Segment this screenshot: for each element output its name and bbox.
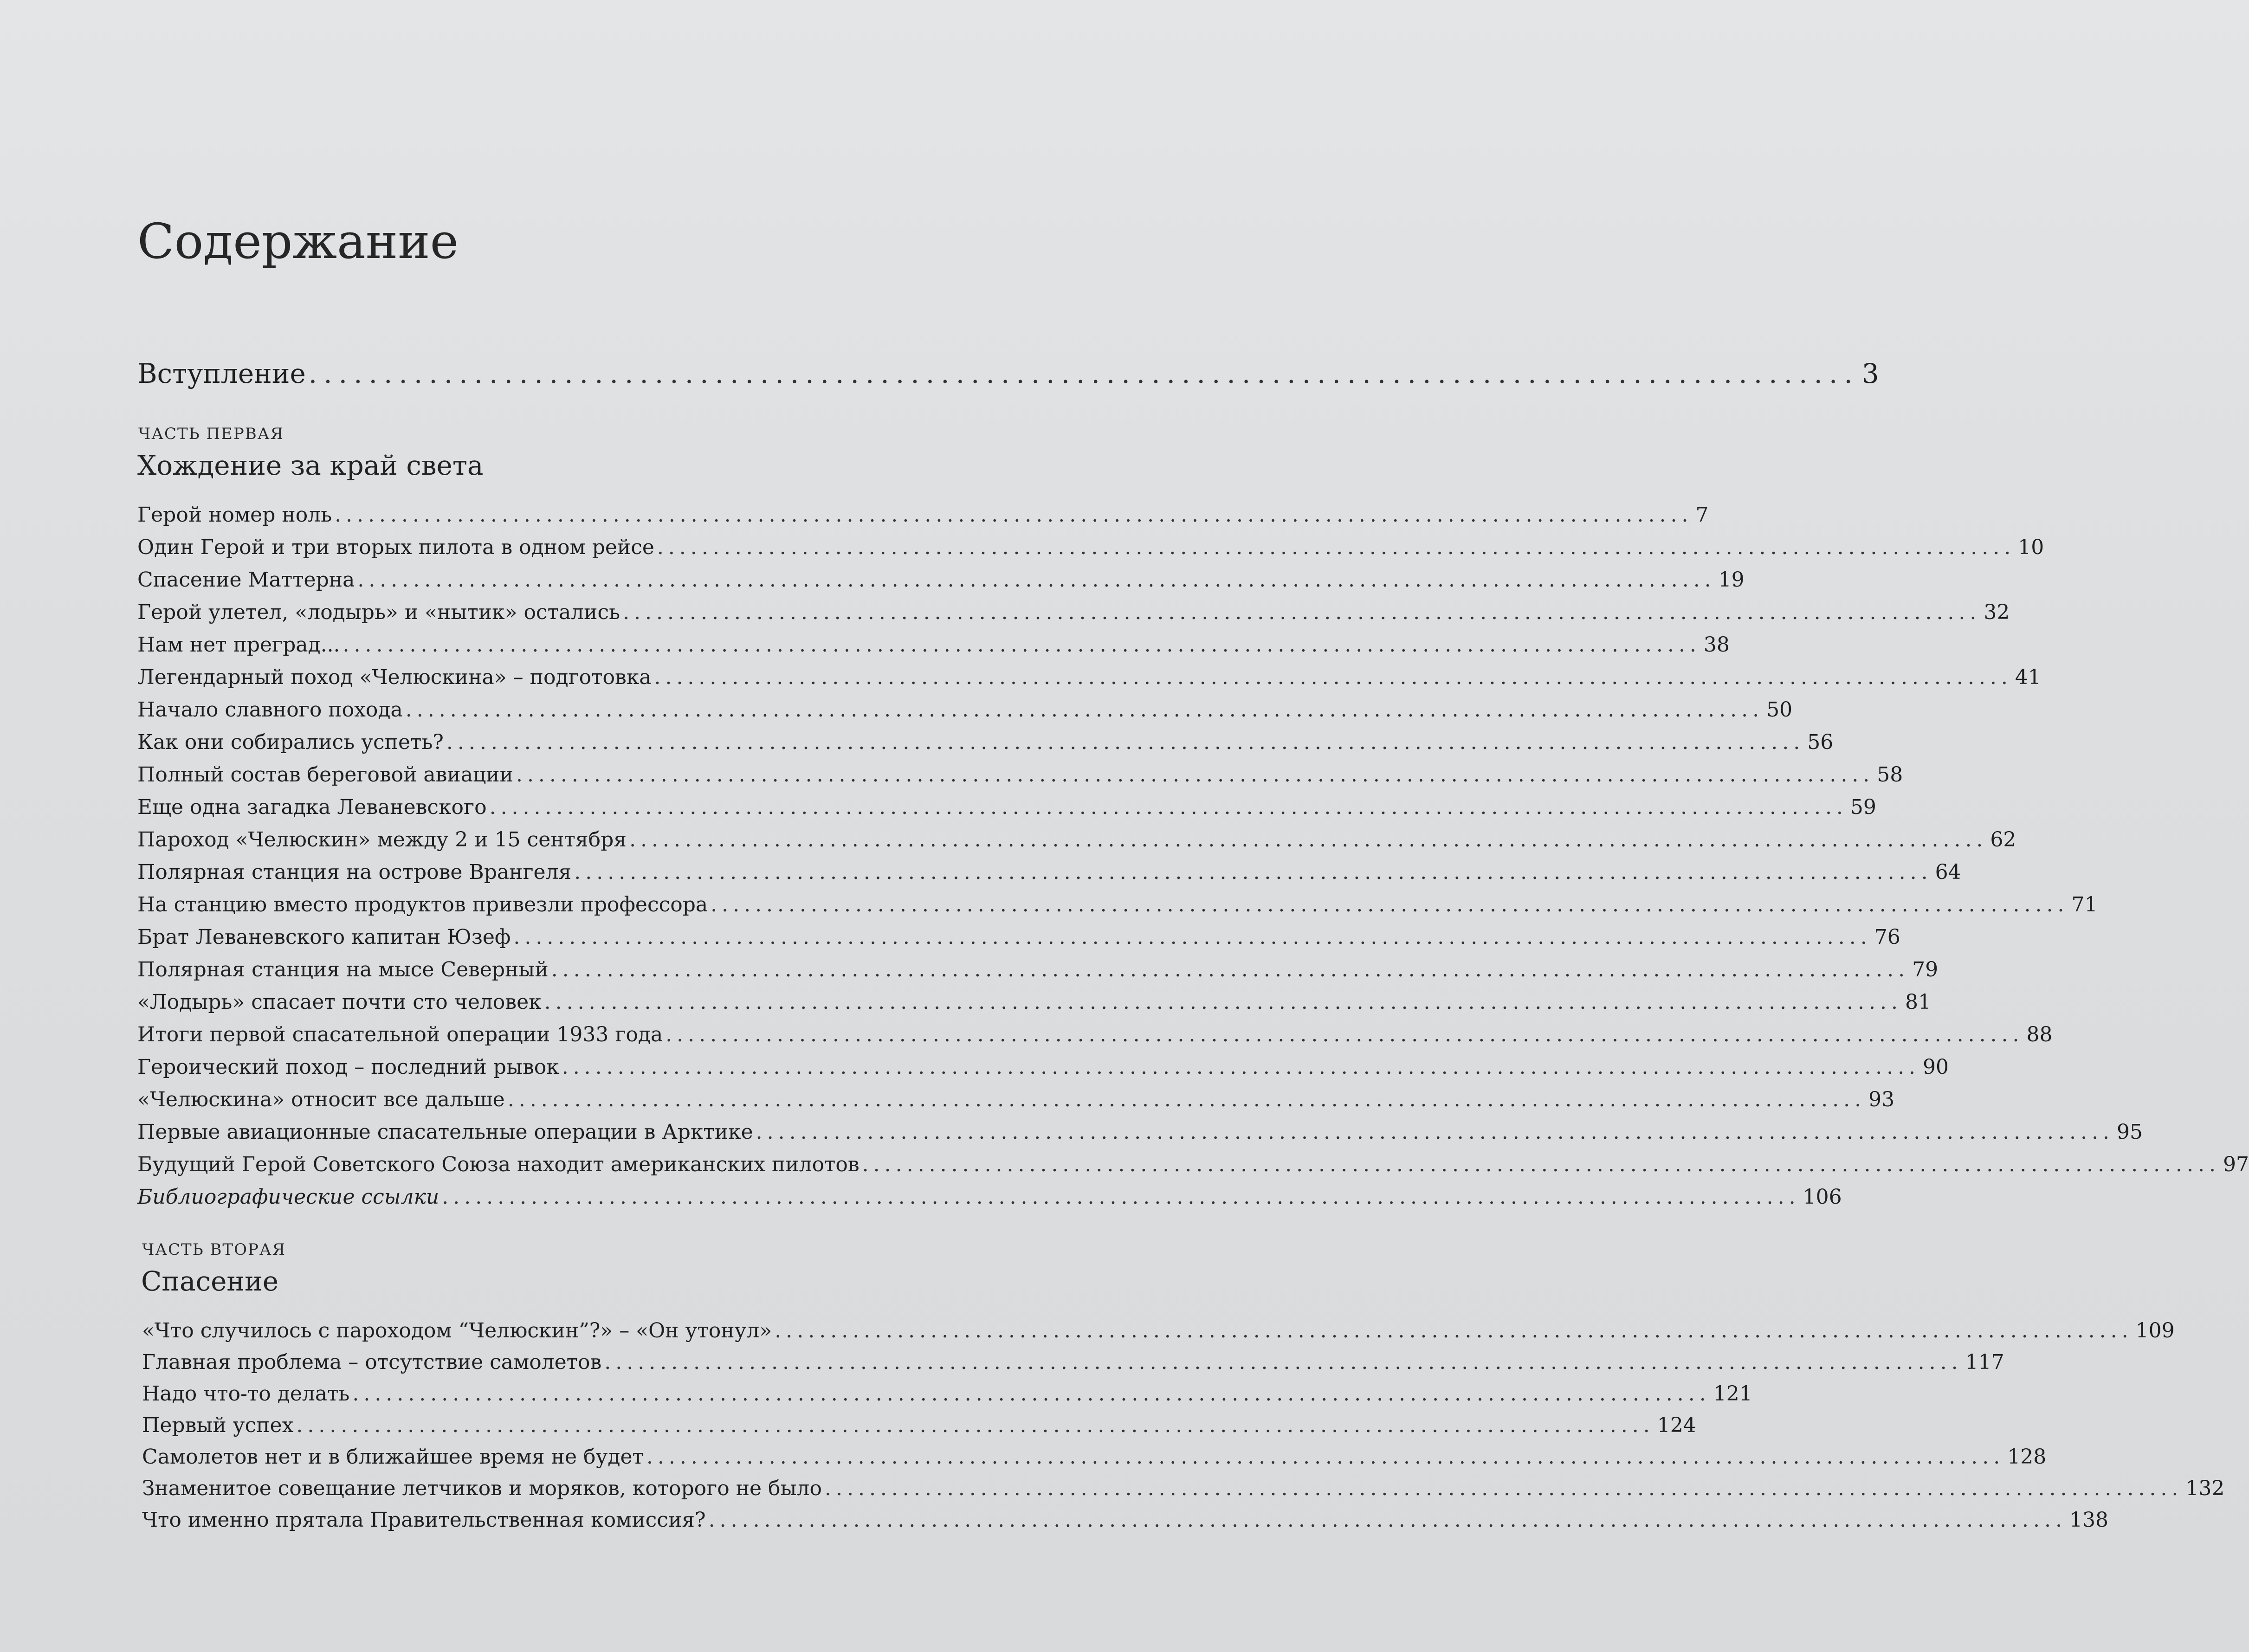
toc-entry-bibliography <box>137 1184 1842 1210</box>
entry-title: Пароход «Челюскин» между 2 и 15 сентября <box>137 828 627 852</box>
dot-leader: .......................................................................................................................... <box>405 698 1764 722</box>
dot-leader: .......................................................................................................................... <box>352 1382 1711 1406</box>
toc-entry <box>137 1022 2053 1048</box>
toc-entry <box>137 892 2098 918</box>
entry-title: «Челюскина» относит все дальше <box>137 1088 505 1111</box>
toc-entry <box>137 1054 1949 1080</box>
part-label: ЧАСТЬ ВТОРАЯ <box>142 1240 286 1259</box>
entry-title: Первые авиационные спасательные операции в Арктике <box>137 1120 753 1144</box>
toc-entry <box>137 665 2041 690</box>
dot-leader: .......................................................................................................................... <box>657 536 2016 559</box>
toc-entry <box>137 924 1900 950</box>
entry-page: 95 <box>2116 1120 2143 1144</box>
entry-page: 90 <box>1923 1055 1949 1079</box>
entry-title: Полный состав береговой авиации <box>137 763 513 787</box>
dot-leader: .......................................................................................................................... <box>489 795 1848 819</box>
toc-entry <box>137 502 1709 528</box>
entry-title: Героический поход – последний рывок <box>137 1055 559 1079</box>
toc-entry <box>137 1087 1895 1113</box>
dot-leader: .......................................................................................................................... <box>551 958 1910 981</box>
dot-leader: .......................................................................................................................... <box>335 503 1693 527</box>
dot-leader: .......................................................................................................................... <box>296 1413 1654 1437</box>
entry-page: 71 <box>2071 893 2098 916</box>
entry-title: Самолетов нет и в ближайшее время не будет <box>142 1445 644 1469</box>
entry-title: Герой номер ноль <box>137 503 332 527</box>
entry-title: Библиографические ссылки <box>137 1185 439 1209</box>
entry-page: 93 <box>1868 1088 1895 1111</box>
entry-page: 38 <box>1703 633 1730 657</box>
entry-page: 121 <box>1713 1382 1752 1406</box>
toc-entry <box>137 1119 2143 1145</box>
toc-entry <box>137 762 1903 788</box>
toc-entry-intro <box>137 357 1879 390</box>
entry-page: 64 <box>1935 860 1961 884</box>
entry-page: 106 <box>1803 1185 1842 1209</box>
entry-title: Герой улетел, «лодырь» и «нытик» остались <box>137 600 620 624</box>
entry-title: Надо что-то делать <box>142 1382 350 1406</box>
entry-page: 7 <box>1695 503 1709 527</box>
dot-leader: .......................................................................................................................... <box>708 1508 2067 1532</box>
toc-entry <box>137 957 1939 983</box>
entry-title: Вступление <box>137 358 306 389</box>
dot-leader: .......................................................................................................................... <box>574 860 1932 884</box>
entry-page: 81 <box>1905 990 1931 1014</box>
entry-title: Будущий Герой Советского Союза находит американских пилотов <box>137 1153 860 1176</box>
dot-leader: ....................................................................................................... <box>308 358 1859 389</box>
entry-title: Полярная станция на острове Врангеля <box>137 860 572 884</box>
entry-page: 117 <box>1965 1350 2004 1374</box>
dot-leader: .......................................................................................................................... <box>516 763 1874 787</box>
toc-entry <box>137 729 1834 755</box>
dot-leader: .......................................................................................................................... <box>825 1477 2183 1500</box>
entry-title: Итоги первой спасательной операции 1933 года <box>137 1023 663 1046</box>
dot-leader: .......................................................................................................................... <box>711 893 2069 916</box>
dot-leader: .......................................................................................................................... <box>446 730 1805 754</box>
toc-entry <box>137 827 2016 853</box>
toc-entry <box>142 1413 1696 1439</box>
dot-leader: .......................................................................................................................... <box>623 600 1981 624</box>
toc-entry <box>137 794 1876 820</box>
dot-leader: .......................................................................................................................... <box>654 665 2012 689</box>
entry-title: Первый успех <box>142 1413 294 1437</box>
entry-title: Спасение Маттерна <box>137 568 355 592</box>
page-title: Содержание <box>137 213 459 270</box>
dot-leader: .......................................................................................................................... <box>513 925 1872 949</box>
entry-title: Полярная станция на мысе Северный <box>137 958 549 981</box>
entry-title: Знаменитое совещание летчиков и моряков, которого не было <box>142 1477 822 1500</box>
toc-entry <box>142 1318 2175 1344</box>
entry-page: 19 <box>1718 568 1745 592</box>
entry-title: Начало славного похода <box>137 698 403 722</box>
toc-entry <box>137 697 1793 723</box>
entry-page: 97 <box>2223 1153 2249 1176</box>
entry-title: Как они собирались успеть? <box>137 730 444 754</box>
part-title: Хождение за край света <box>137 450 484 481</box>
entry-page: 10 <box>2018 536 2044 559</box>
dot-leader: .......................................................................................................................... <box>756 1120 2114 1144</box>
dot-leader: .......................................................................................................................... <box>862 1153 2221 1176</box>
entry-title: «Что случилось с пароходом “Челюскин”?» – «Он утонул» <box>142 1319 772 1342</box>
part-title: Спасение <box>141 1265 279 1297</box>
entry-title: «Лодырь» спасает почти сто человек <box>137 990 542 1014</box>
dot-leader: .......................................................................................................................... <box>666 1023 2024 1046</box>
entry-page: 132 <box>2185 1477 2225 1500</box>
toc-entry <box>142 1507 2108 1533</box>
dot-leader: .......................................................................................................................... <box>357 568 1716 592</box>
entry-title: Главная проблема – отсутствие самолетов <box>142 1350 602 1374</box>
dot-leader: .......................................................................................................................... <box>544 990 1902 1014</box>
entry-page: 58 <box>1877 763 1903 787</box>
dot-leader: .......................................................................................................................... <box>507 1088 1866 1111</box>
entry-page: 76 <box>1874 925 1900 949</box>
toc-entry <box>142 1476 2225 1502</box>
toc-entry <box>137 989 1931 1015</box>
dot-leader: .......................................................................................................................... <box>775 1319 2133 1342</box>
entry-page: 128 <box>2007 1445 2047 1469</box>
entry-page: 109 <box>2135 1319 2175 1342</box>
part-label: ЧАСТЬ ПЕРВАЯ <box>138 425 284 443</box>
entry-page: 62 <box>1990 828 2016 852</box>
entry-page: 41 <box>2015 665 2041 689</box>
entry-title: Нам нет преград... <box>137 633 340 657</box>
entry-title: Легендарный поход «Челюскина» – подготовка <box>137 665 652 689</box>
toc-entry <box>142 1444 2047 1470</box>
entry-page: 50 <box>1766 698 1793 722</box>
entry-page: 88 <box>2026 1023 2053 1046</box>
entry-page: 59 <box>1850 795 1876 819</box>
toc-entry <box>137 632 1730 658</box>
dot-leader: .......................................................................................................................... <box>343 633 1701 657</box>
entry-title: Что именно прятала Правительственная комиссия? <box>142 1508 706 1532</box>
entry-title: Один Герой и три вторых пилота в одном рейсе <box>137 536 654 559</box>
entry-page: 124 <box>1657 1413 1696 1437</box>
toc-entry <box>137 535 2044 561</box>
dot-leader: .......................................................................................................................... <box>604 1350 1963 1374</box>
entry-title: Брат Леваневского капитан Юзеф <box>137 925 511 949</box>
toc-entry <box>142 1349 2004 1375</box>
entry-page: 32 <box>1984 600 2010 624</box>
toc-entry <box>142 1381 1752 1407</box>
entry-page: 79 <box>1912 958 1939 981</box>
toc-entry <box>137 1152 2249 1178</box>
toc-entry <box>137 859 1961 885</box>
entry-title: На станцию вместо продуктов привезли профессора <box>137 893 708 916</box>
toc-entry <box>137 567 1745 593</box>
dot-leader: .......................................................................................................................... <box>646 1445 2005 1469</box>
entry-page: 3 <box>1861 358 1879 389</box>
dot-leader: .......................................................................................................................... <box>562 1055 1920 1079</box>
entry-title: Еще одна загадка Леваневского <box>137 795 487 819</box>
dot-leader: .......................................................................................................................... <box>629 828 1988 852</box>
dot-leader: .......................................................................................................................... <box>442 1185 1800 1209</box>
entry-page: 138 <box>2069 1508 2108 1532</box>
toc-entry <box>137 600 2010 626</box>
entry-page: 56 <box>1807 730 1834 754</box>
